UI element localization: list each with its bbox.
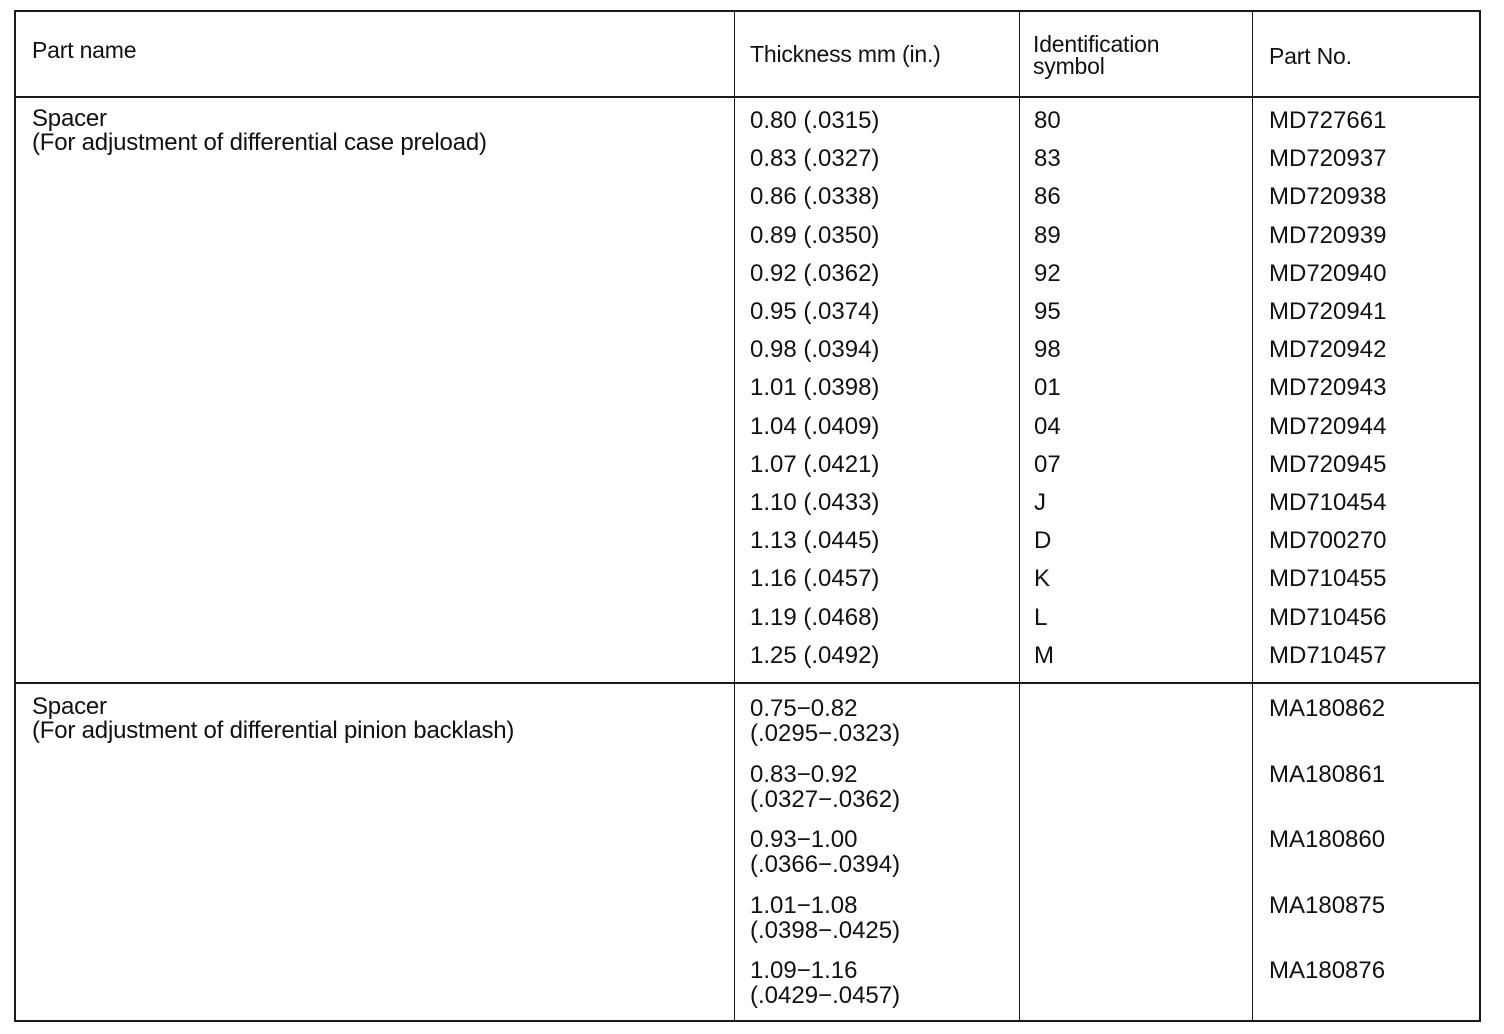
identification-symbol-cell: J [1034, 489, 1046, 516]
column-divider-2 [1019, 12, 1020, 1020]
part-no-cell: MD720939 [1269, 222, 1387, 249]
thickness-cell: 1.10 (.0433) [750, 489, 880, 516]
group1-part-name [32, 106, 487, 156]
thickness-range-in: (.0366−.0394) [750, 851, 901, 878]
identification-symbol-cell: 98 [1034, 336, 1061, 363]
identification-symbol-cell: 86 [1034, 183, 1061, 210]
identification-symbol-cell: D [1034, 527, 1052, 554]
identification-symbol-cell: 83 [1034, 145, 1061, 172]
spacer-parts-table [14, 10, 1481, 1022]
header-identification-line1: Identification [1033, 31, 1160, 57]
thickness-range-mm: 1.01−1.08 [750, 892, 858, 919]
group1-purpose: (For adjustment of differential case preload) [32, 129, 487, 156]
thickness-cell: 0.98 (.0394) [750, 336, 880, 363]
thickness-cell: 1.25 (.0492) [750, 642, 880, 669]
column-divider-1 [734, 12, 735, 1020]
part-no-cell: MA180875 [1269, 892, 1386, 919]
thickness-range-in: (.0327−.0362) [750, 786, 901, 813]
identification-symbol-cell: K [1034, 565, 1051, 592]
part-no-cell: MD720941 [1269, 298, 1387, 325]
identification-symbol-cell: 92 [1034, 260, 1061, 287]
identification-symbol-cell: 95 [1034, 298, 1061, 325]
thickness-cell: 0.95 (.0374) [750, 298, 880, 325]
thickness-range-mm: 0.93−1.00 [750, 826, 858, 853]
thickness-range-mm: 0.75−0.82 [750, 695, 858, 722]
header-part-name: Part name [32, 37, 137, 63]
group2-part-name [32, 694, 514, 744]
part-no-cell: MD720944 [1269, 413, 1387, 440]
part-no-cell: MD720942 [1269, 336, 1387, 363]
thickness-range-cell [750, 696, 900, 746]
thickness-range-in: (.0429−.0457) [750, 982, 901, 1009]
thickness-range-mm: 0.83−0.92 [750, 761, 858, 788]
thickness-cell: 0.83 (.0327) [750, 145, 880, 172]
part-no-cell: MA180876 [1269, 957, 1386, 984]
group2-purpose: (For adjustment of differential pinion backlash) [32, 717, 515, 744]
identification-symbol-cell: 07 [1034, 451, 1061, 478]
thickness-range-cell [750, 762, 900, 812]
thickness-cell: 1.04 (.0409) [750, 413, 880, 440]
identification-symbol-cell: M [1034, 642, 1054, 669]
part-no-cell: MD710455 [1269, 565, 1387, 592]
thickness-cell: 0.92 (.0362) [750, 260, 880, 287]
header-divider [16, 96, 1479, 98]
part-no-cell: MA180861 [1269, 761, 1386, 788]
identification-symbol-cell: 04 [1034, 413, 1061, 440]
thickness-cell: 0.89 (.0350) [750, 222, 880, 249]
thickness-cell: 0.80 (.0315) [750, 107, 880, 134]
identification-symbol-cell: 80 [1034, 107, 1061, 134]
part-no-cell: MD720945 [1269, 451, 1387, 478]
identification-symbol-cell: 89 [1034, 222, 1061, 249]
thickness-range-cell [750, 827, 900, 877]
group1-name: Spacer [32, 105, 107, 132]
thickness-range-cell [750, 893, 900, 943]
part-no-cell: MD700270 [1269, 527, 1387, 554]
header-thickness: Thickness mm (in.) [750, 41, 941, 67]
part-no-cell: MA180862 [1269, 695, 1386, 722]
thickness-range-in: (.0295−.0323) [750, 720, 901, 747]
identification-symbol-cell: 01 [1034, 374, 1061, 401]
part-no-cell: MA180860 [1269, 826, 1386, 853]
thickness-cell: 1.13 (.0445) [750, 527, 880, 554]
part-no-cell: MD710457 [1269, 642, 1387, 669]
column-divider-3 [1252, 12, 1253, 1020]
thickness-cell: 1.07 (.0421) [750, 451, 880, 478]
part-no-cell: MD720940 [1269, 260, 1387, 287]
group-divider [16, 682, 1479, 684]
part-no-cell: MD720943 [1269, 374, 1387, 401]
header-identification [1033, 32, 1159, 78]
part-no-cell: MD720937 [1269, 145, 1387, 172]
thickness-cell: 1.16 (.0457) [750, 565, 880, 592]
header-identification-line2: symbol [1033, 53, 1105, 79]
group2-name: Spacer [32, 693, 107, 720]
part-no-cell: MD720938 [1269, 183, 1387, 210]
thickness-cell: 1.19 (.0468) [750, 604, 880, 631]
thickness-range-cell [750, 958, 900, 1008]
thickness-range-mm: 1.09−1.16 [750, 957, 858, 984]
part-no-cell: MD710454 [1269, 489, 1387, 516]
thickness-cell: 1.01 (.0398) [750, 374, 880, 401]
thickness-range-in: (.0398−.0425) [750, 917, 901, 944]
thickness-cell: 0.86 (.0338) [750, 183, 880, 210]
header-part-no: Part No. [1269, 43, 1352, 69]
part-no-cell: MD727661 [1269, 107, 1387, 134]
identification-symbol-cell: L [1034, 604, 1048, 631]
part-no-cell: MD710456 [1269, 604, 1387, 631]
